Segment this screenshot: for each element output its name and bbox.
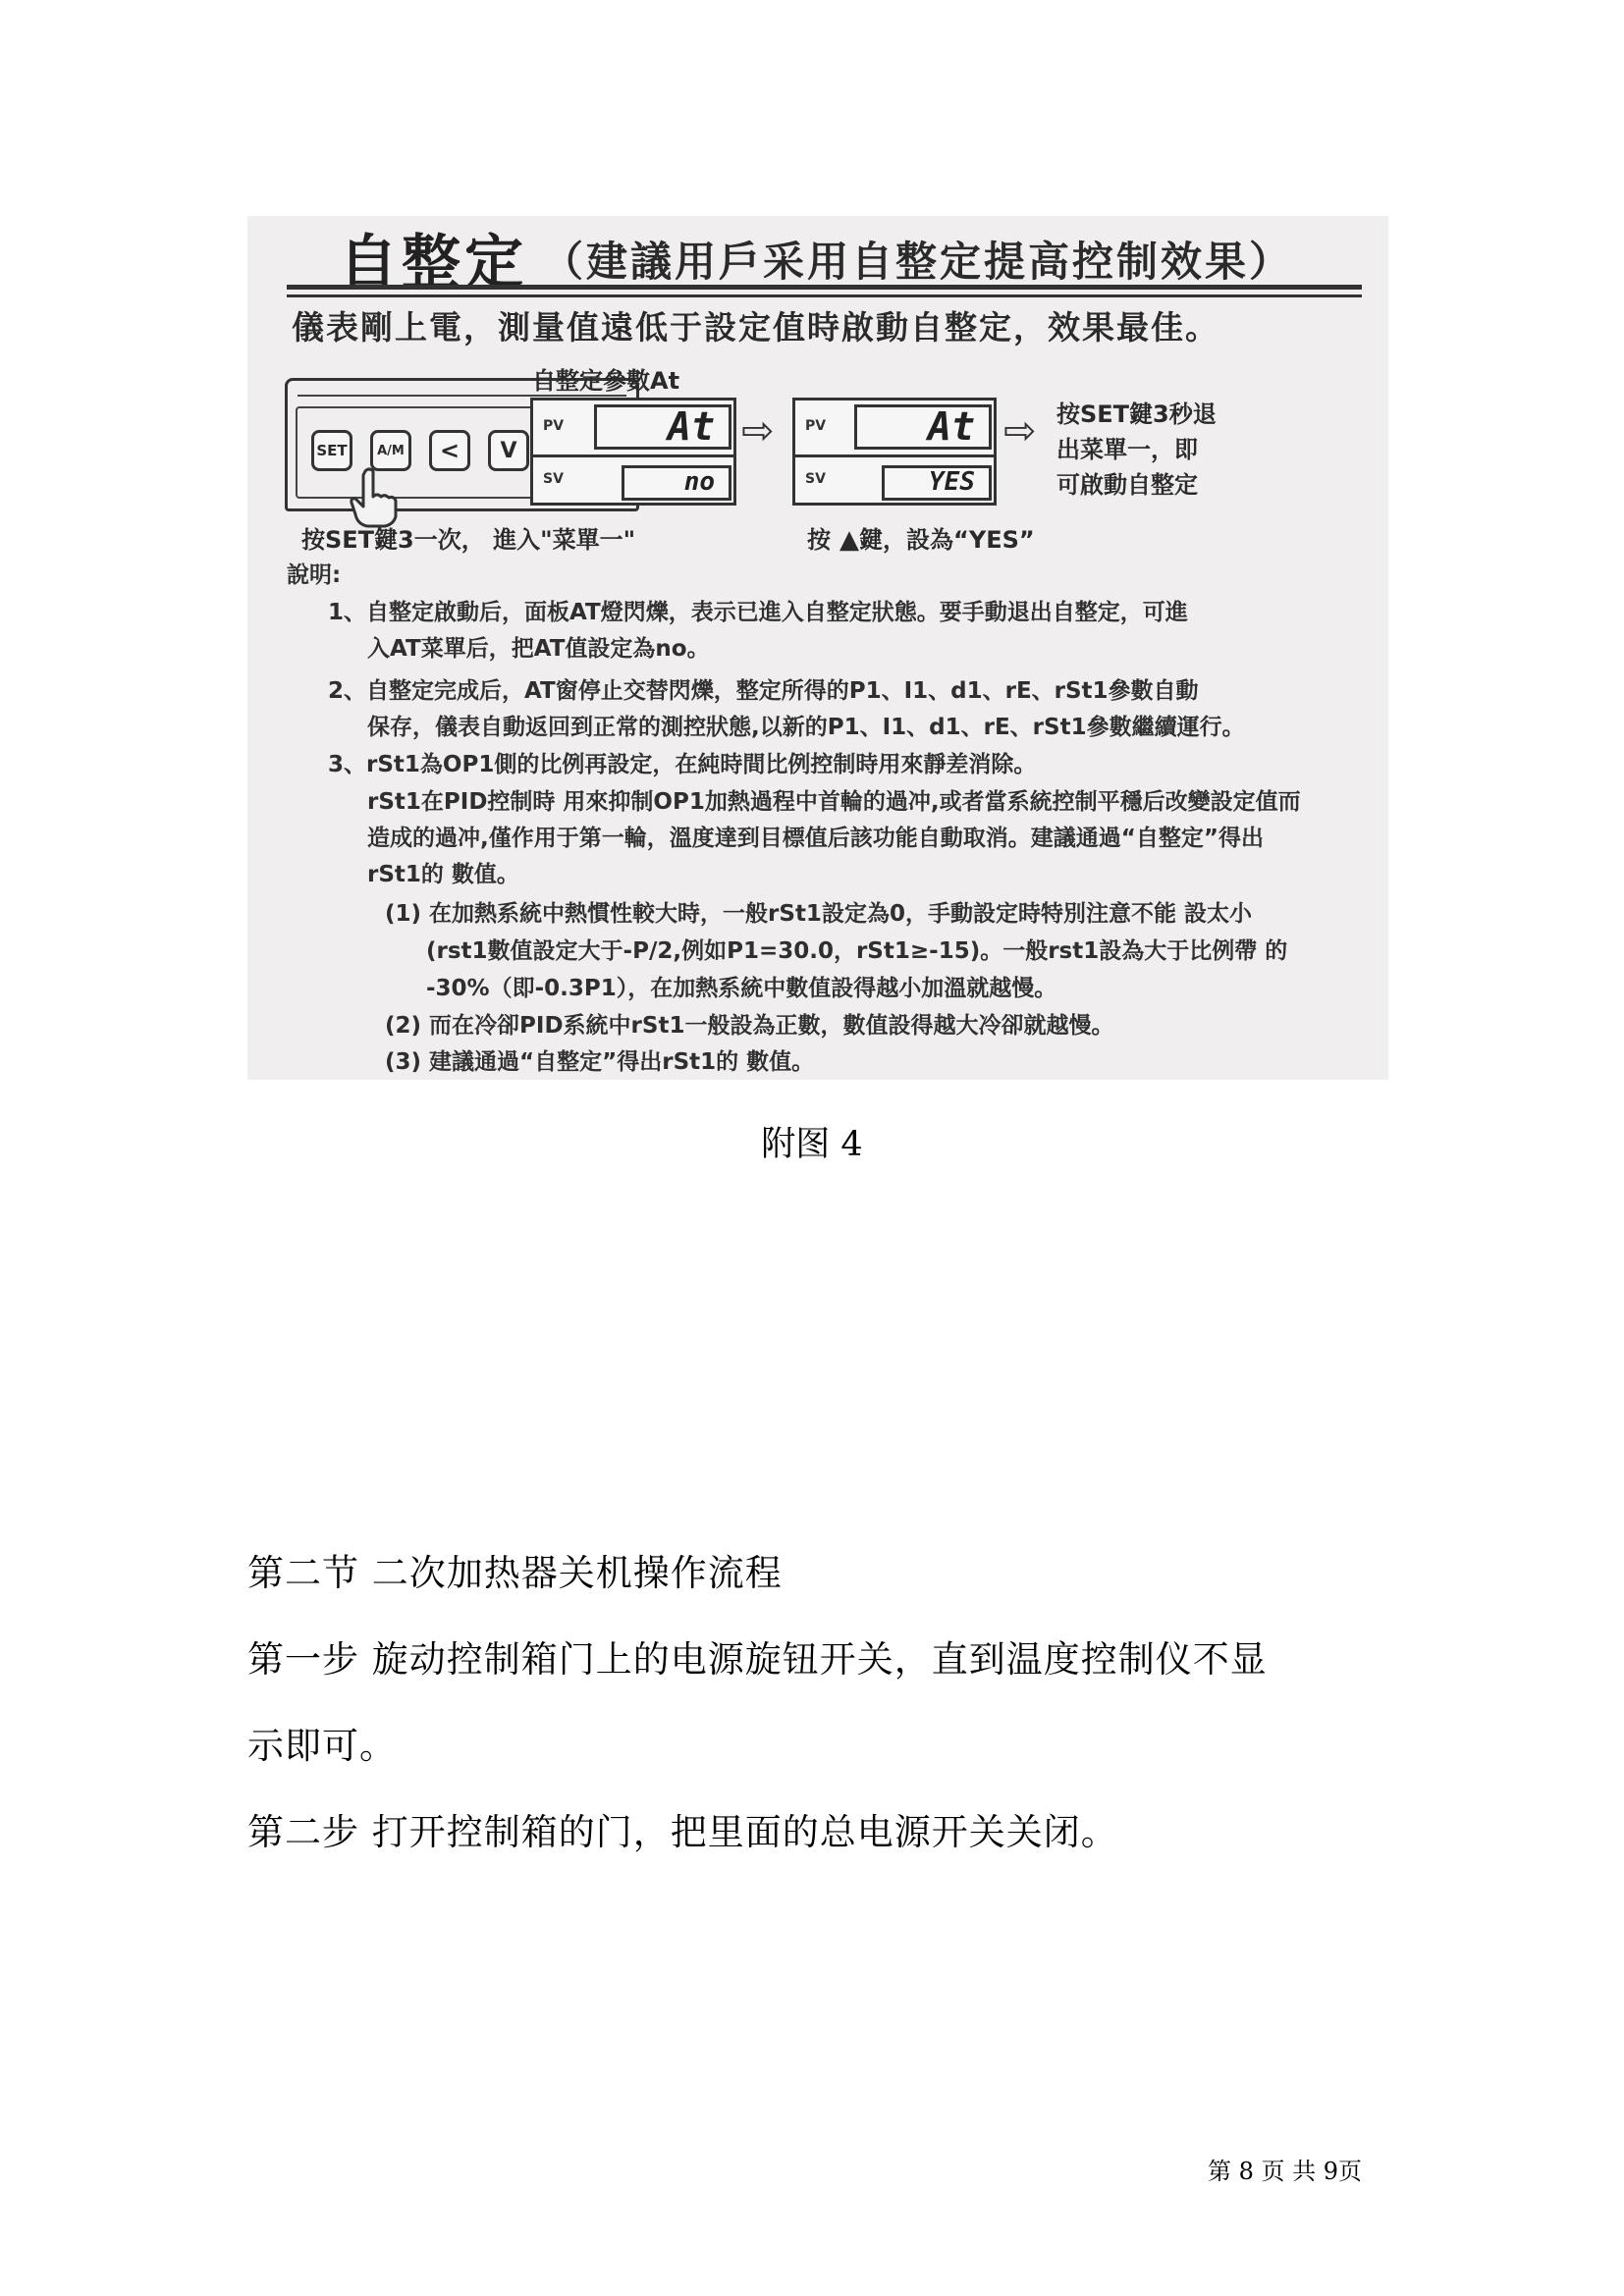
controller-display-1 bbox=[530, 398, 736, 506]
pv-value: At bbox=[594, 404, 731, 450]
pv-value: At bbox=[854, 404, 992, 450]
pointing-hand-icon bbox=[344, 467, 403, 528]
display-divider bbox=[533, 454, 733, 457]
step2-caption-post: 鍵，設為“YES” bbox=[859, 526, 1035, 554]
divider bbox=[287, 285, 1362, 290]
exit-instruction-3: 可啟動自整定 bbox=[1056, 471, 1198, 499]
pv-label: PV bbox=[805, 418, 827, 434]
set-key: SET bbox=[311, 430, 352, 471]
note-line: (rst1數值設定大于-P/2,例如P1=30.0，rSt1≥-15)。一般rst1設為大于比例帶 的 bbox=[426, 938, 1288, 964]
scanned-figure bbox=[247, 216, 1388, 1080]
step2-caption-pre: 按 bbox=[807, 526, 831, 554]
left-key: < bbox=[429, 430, 470, 471]
note-line: 造成的過冲,僅作用于第一輪，溫度達到目標值后該功能自動取消。建議通過“自整定”得出 bbox=[367, 826, 1264, 851]
pv-label: PV bbox=[543, 418, 565, 434]
figure-subtitle: （建議用戶采用自整定提高控制效果） bbox=[542, 238, 1294, 286]
step2-text: 第二步 打开控制箱的门，把里面的总电源开关关闭。 bbox=[247, 1811, 1118, 1853]
note-line: 保存，儀表自動返回到正常的測控狀態,以新的P1、I1、d1、rE、rSt1參數繼續運行。 bbox=[367, 715, 1245, 740]
note-line: 入AT菜單后，把AT值設定為no。 bbox=[367, 636, 710, 662]
step1-caption: 按SET鍵3一次， 進入"菜單一" bbox=[301, 526, 636, 554]
exit-instruction-2: 出菜單一，即 bbox=[1056, 436, 1198, 463]
step1-line2: 示即可。 bbox=[247, 1725, 397, 1767]
section-title: 第二节 二次加热器关机操作流程 bbox=[247, 1552, 783, 1594]
arrow-right-icon: ⇨ bbox=[1003, 408, 1037, 454]
display-divider bbox=[795, 454, 994, 457]
note-line: 1、自整定啟動后，面板AT燈閃爍，表示已進入自整定狀態。要手動退出自整定，可進 bbox=[328, 600, 1188, 625]
note-line: (2) 而在冷卻PID系統中rSt1一般設為正數，數值設得越大冷卻就越慢。 bbox=[385, 1013, 1114, 1039]
sv-label: SV bbox=[805, 471, 826, 487]
note-line: (1) 在加熱系統中熱慣性較大時，一般rSt1設定為0，手動設定時特別注意不能 設太小 bbox=[385, 901, 1252, 927]
page-footer: 第 8 页 共 9页 bbox=[1208, 2158, 1363, 2185]
note-line: 3、rSt1為OP1側的比例再設定，在純時間比例控制時用來靜差消除。 bbox=[328, 752, 1037, 777]
note-line: rSt1的 數值。 bbox=[367, 862, 519, 887]
figure-lead: 儀表剛上電，測量值遠低于設定值時啟動自整定，效果最佳。 bbox=[292, 308, 1219, 347]
figure-title: 自整定 bbox=[339, 229, 527, 297]
am-key: A/M bbox=[370, 430, 411, 471]
step2-caption bbox=[807, 520, 1035, 555]
arrow-right-icon: ⇨ bbox=[741, 408, 775, 454]
divider bbox=[287, 294, 1362, 297]
param-label: 自整定參數At bbox=[532, 367, 680, 395]
note-line: -30%（即-0.3P1），在加熱系統中數值設得越小加溫就越慢。 bbox=[426, 976, 1057, 1001]
note-line: 2、自整定完成后，AT窗停止交替閃爍，整定所得的P1、I1、d1、rE、rSt1參數自動 bbox=[328, 678, 1199, 704]
sv-value: YES bbox=[882, 465, 992, 501]
sv-label: SV bbox=[543, 471, 564, 487]
controller-display-2 bbox=[792, 398, 997, 506]
note-line: (3) 建議通過“自整定”得出rSt1的 數值。 bbox=[385, 1049, 815, 1075]
down-key: V bbox=[488, 430, 529, 471]
sv-value: no bbox=[622, 465, 731, 501]
figure-caption: 附图 4 bbox=[761, 1125, 863, 1164]
exit-instruction-1: 按SET鍵3秒退 bbox=[1056, 400, 1217, 428]
up-arrow-icon: ▲ bbox=[831, 525, 860, 555]
notes-title: 說明: bbox=[287, 562, 342, 588]
note-line: rSt1在PID控制時 用來抑制OP1加熱過程中首輪的過冲,或者當系統控制平穩后改變設定值而 bbox=[367, 789, 1301, 815]
step1-line1: 第一步 旋动控制箱门上的电源旋钮开关，直到温度控制仪不显 bbox=[247, 1638, 1268, 1681]
